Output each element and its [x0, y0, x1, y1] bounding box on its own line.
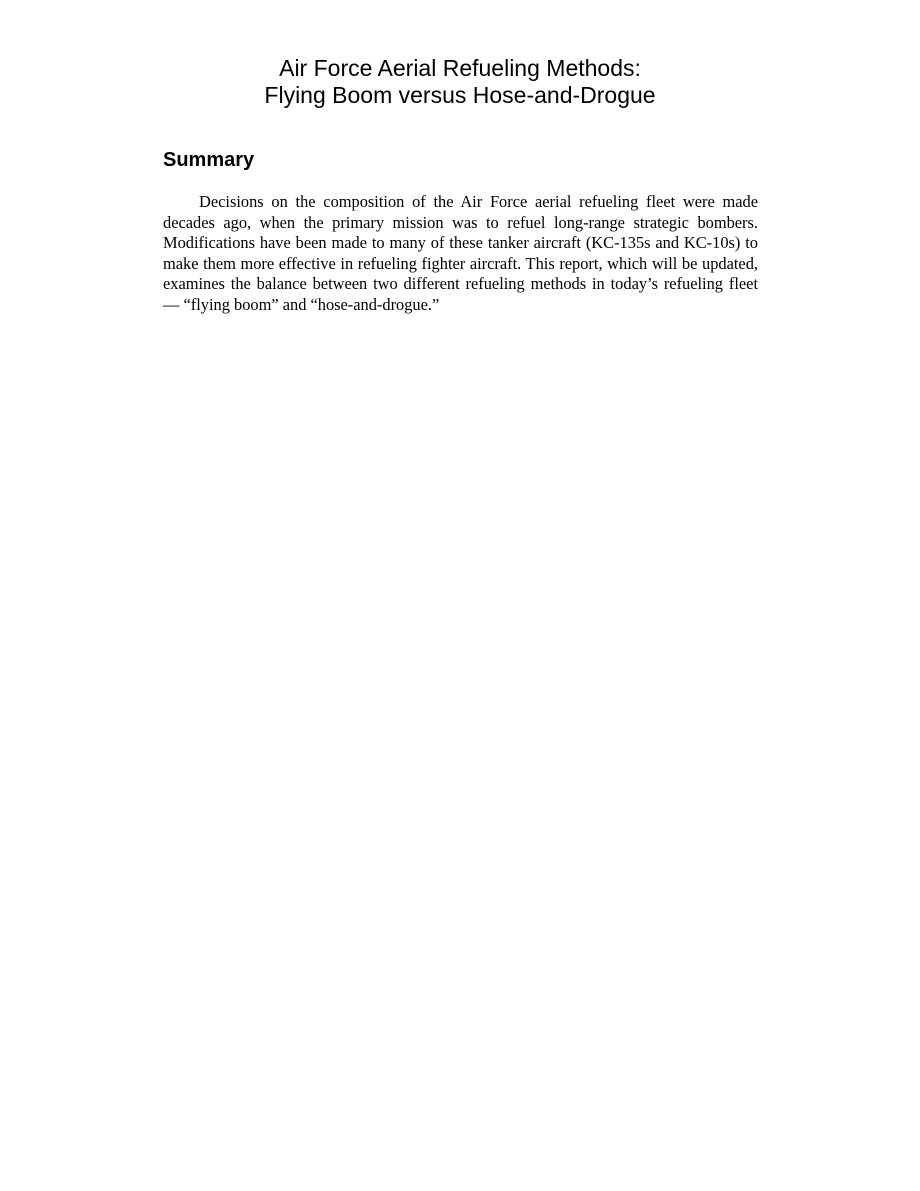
title-line-1: Air Force Aerial Refueling Methods:: [279, 55, 641, 81]
document-title: [0, 55, 920, 109]
title-line-2: Flying Boom versus Hose-and-Drogue: [264, 82, 656, 108]
summary-paragraph: Decisions on the composition of the Air Force aerial refueling fleet were made decades ago, when the primary mission was to refuel long-range strategic bombers. Modifications have been made to many of these tanker aircraft (KC-135s and KC-10s) to make them more effective in refueling fighter aircraft. This report, which will be updated, examines the balance between two different refueling methods in today’s refueling fleet — “flying boom” and “hose-and-drogue.”: [163, 192, 758, 314]
summary-heading: Summary: [163, 149, 255, 171]
